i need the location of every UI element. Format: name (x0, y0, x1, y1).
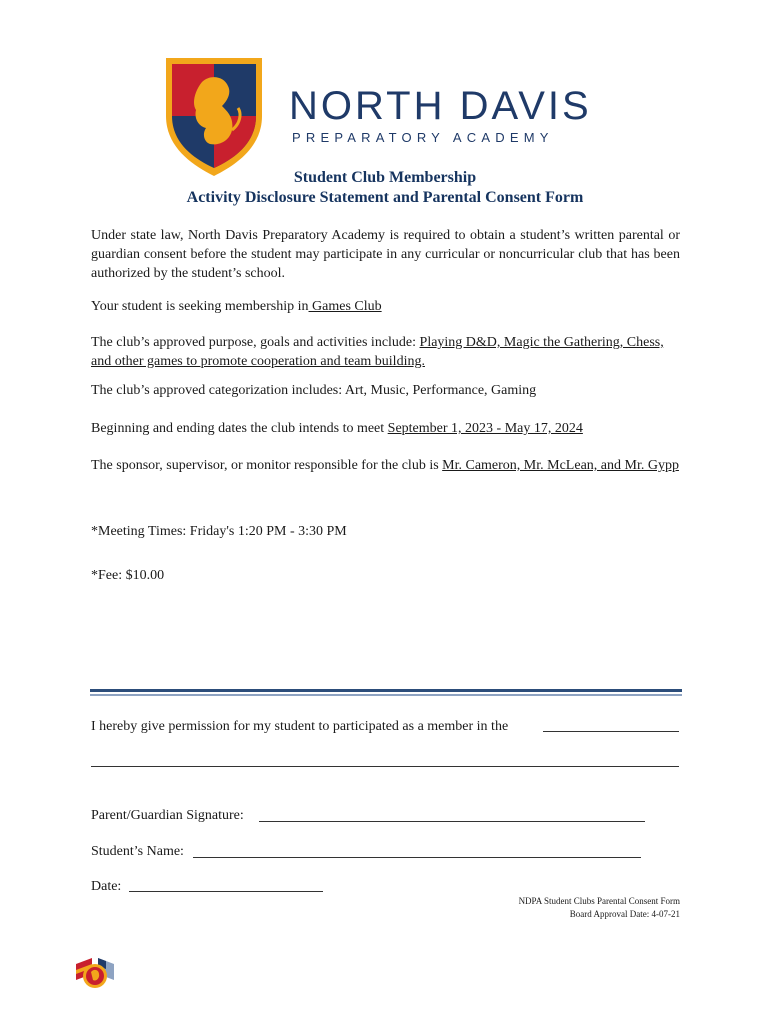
form-subtitle: Activity Disclosure Statement and Parental Consent Form (186, 189, 584, 206)
membership-club: Games Club (308, 299, 382, 314)
membership-line (91, 297, 680, 316)
school-name: NORTH DAVIS (289, 84, 592, 128)
membership-prefix: Your student is seeking membership in (91, 299, 309, 314)
club-name-field[interactable] (543, 731, 679, 732)
purpose-paragraph (91, 333, 680, 371)
fee-line: *Fee: $10.00 (91, 568, 165, 583)
signature-field[interactable] (259, 821, 645, 822)
form-title: Student Club Membership (293, 169, 477, 186)
date-field[interactable] (129, 891, 323, 892)
student-name-label: Student’s Name: (91, 844, 184, 859)
divider-rule-secondary (90, 694, 682, 696)
student-name-field[interactable] (193, 857, 641, 858)
footer-approval-date: Board Approval Date: 4-07-21 (569, 909, 680, 919)
purpose-prefix: The club’s approved purpose, goals and activities include: (91, 335, 420, 350)
intro-paragraph: Under state law, North Davis Preparatory Academy is required to obtain a student’s written parental or guardian consent before the student may participate in any curricular or noncurricular club that has been authorized by the student’s school. (91, 228, 680, 281)
purpose-value: Playing D&D, Magic the Gathering, Chess, and other games to promote cooperation and team building. (91, 335, 664, 369)
small-crest-flag-icon (74, 952, 116, 992)
school-crest-lion-icon (162, 54, 266, 178)
meeting-times: *Meeting Times: Friday's 1:20 PM - 3:30 PM (91, 524, 347, 539)
school-subtitle: PREPARATORY ACADEMY (292, 130, 554, 145)
permission-text: I hereby give permission for my student to participated as a member in the (91, 719, 509, 734)
dates-prefix: Beginning and ending dates the club intends to meet (91, 421, 388, 436)
divider-rule (90, 689, 682, 692)
dates-value: September 1, 2023 - May 17, 2024 (387, 421, 583, 436)
dates-line (91, 419, 680, 438)
categorization-line: The club’s approved categorization includes: Art, Music, Performance, Gaming (91, 383, 537, 398)
date-label: Date: (91, 879, 122, 894)
signature-label: Parent/Guardian Signature: (91, 808, 244, 823)
footer-form-name: NDPA Student Clubs Parental Consent Form (518, 896, 680, 906)
sponsor-paragraph (91, 456, 680, 475)
club-name-field-continued[interactable] (91, 766, 679, 767)
sponsor-value: Mr. Cameron, Mr. McLean, and Mr. Gypp (442, 458, 679, 473)
sponsor-prefix: The sponsor, supervisor, or monitor responsible for the club is (91, 458, 443, 473)
